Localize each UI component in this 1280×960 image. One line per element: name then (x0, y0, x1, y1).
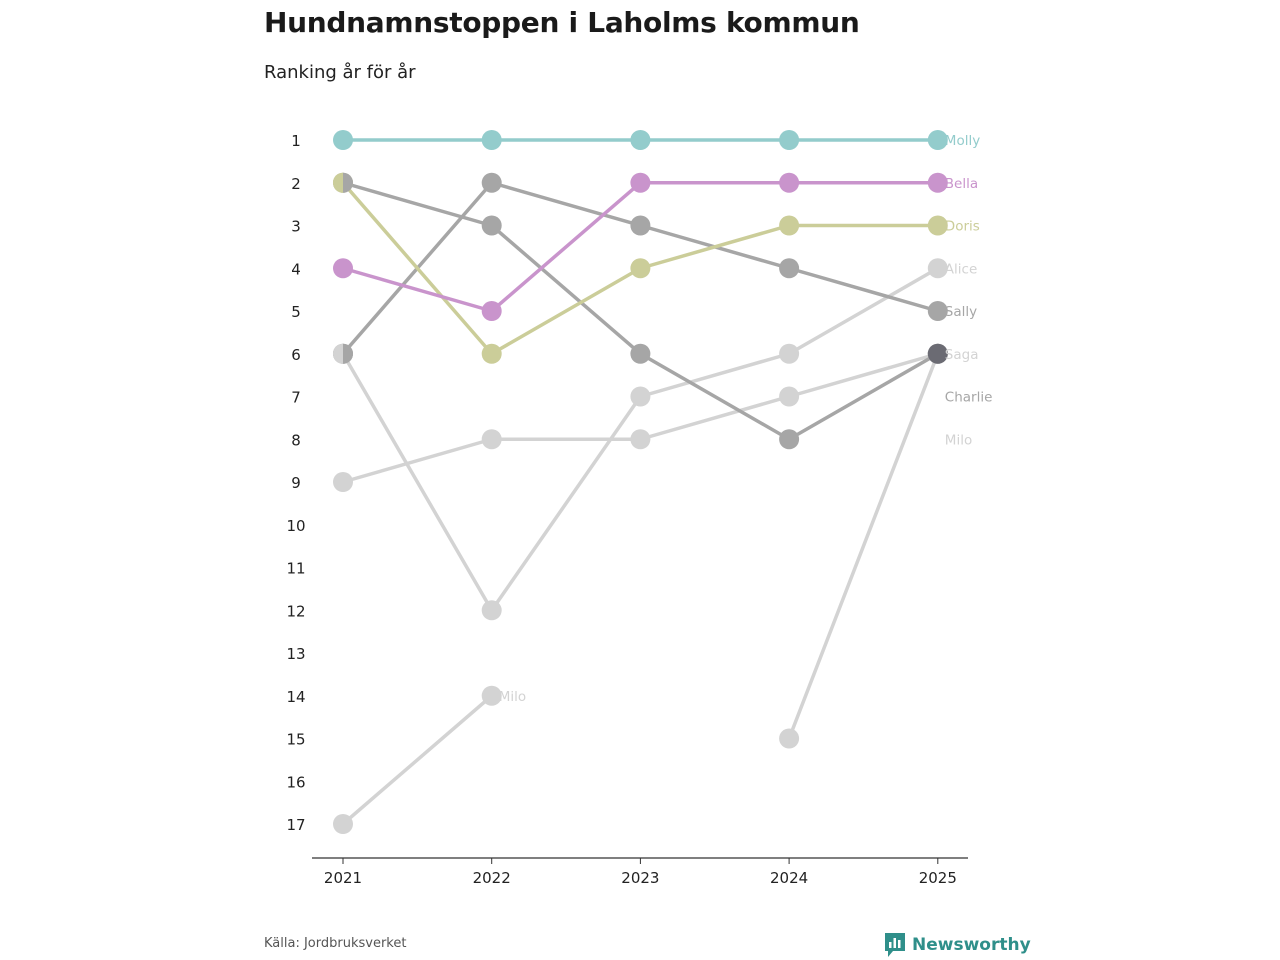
point-milo (333, 472, 353, 492)
y-axis-ticks (286, 132, 305, 834)
newsworthy-icon (884, 932, 906, 958)
y-tick-label: 16 (286, 773, 306, 792)
series-label-milo: Milo (498, 688, 527, 705)
y-tick-label: 15 (286, 730, 306, 749)
y-tick-label: 2 (291, 174, 301, 193)
brand-logo[interactable] (884, 932, 1031, 958)
point-doris (630, 258, 650, 278)
series-label-sally: Sally (944, 304, 978, 320)
point-molly (333, 130, 353, 150)
point-molly (630, 130, 650, 150)
series-label-doris: Doris (944, 218, 980, 235)
series-label-alice: Alice (944, 261, 978, 278)
y-tick-label: 3 (291, 217, 301, 236)
brand-name: Newsworthy (912, 935, 1031, 955)
series-line-milo (343, 696, 492, 824)
point-alice (630, 387, 650, 407)
point-alice (779, 344, 799, 364)
overlap-point (333, 173, 343, 193)
series-labels (499, 133, 993, 705)
point-sally (482, 173, 502, 193)
point-charlie (630, 344, 650, 364)
chart-subtitle: Ranking år för år (264, 62, 416, 83)
y-tick-label: 5 (291, 303, 301, 321)
y-tick-label: 9 (291, 474, 301, 492)
y-tick-label: 8 (291, 431, 301, 450)
point-milo (779, 387, 799, 407)
point-doris (779, 216, 799, 236)
y-tick-label: 6 (291, 345, 301, 364)
series-line-saga (789, 354, 938, 739)
point-sally (630, 216, 650, 236)
point-milo (482, 429, 502, 449)
point-bella (630, 173, 650, 193)
x-tick-label: 2022 (472, 869, 511, 887)
series-label-molly: Molly (944, 133, 981, 149)
point-bella (482, 301, 502, 321)
point-milo (630, 429, 650, 449)
overlap-point (343, 173, 353, 193)
series-label-milo: Milo (944, 432, 973, 449)
y-tick-label: 17 (286, 816, 306, 834)
chart-title: Hundnamnstoppen i Laholms kommun (264, 6, 860, 39)
point-bella (333, 258, 353, 278)
point-milo (333, 814, 353, 834)
point-charlie (779, 429, 799, 449)
y-tick-label: 4 (291, 260, 301, 279)
series-points (333, 130, 948, 834)
point-alice (482, 600, 502, 620)
series-label-bella: Bella (944, 175, 979, 192)
x-tick-label: 2021 (323, 869, 363, 887)
y-tick-label: 12 (286, 602, 306, 621)
point-bella (779, 173, 799, 193)
overlap-point (343, 344, 353, 364)
series-label-saga: Saga (944, 346, 979, 363)
y-tick-label: 14 (286, 687, 306, 706)
series-lines (343, 140, 938, 824)
point-sally (779, 258, 799, 278)
series-label-charlie: Charlie (944, 389, 993, 406)
x-tick-label: 2023 (621, 869, 660, 887)
x-tick-label: 2025 (918, 869, 957, 887)
overlap-point (333, 344, 343, 364)
point-charlie (482, 216, 502, 236)
point-doris (482, 344, 502, 364)
source-note: Källa: Jordbruksverket (264, 936, 407, 951)
y-tick-label: 10 (286, 516, 306, 535)
y-tick-label: 11 (286, 559, 306, 578)
x-tick-label: 2024 (770, 869, 809, 887)
y-tick-label: 7 (291, 388, 301, 407)
point-molly (779, 130, 799, 150)
y-tick-label: 1 (291, 132, 301, 150)
point-molly (482, 130, 502, 150)
series-line-milo (343, 354, 938, 482)
y-tick-label: 13 (286, 645, 306, 663)
x-axis (312, 858, 968, 887)
point-saga (779, 729, 799, 749)
series-line-bella (343, 183, 938, 311)
